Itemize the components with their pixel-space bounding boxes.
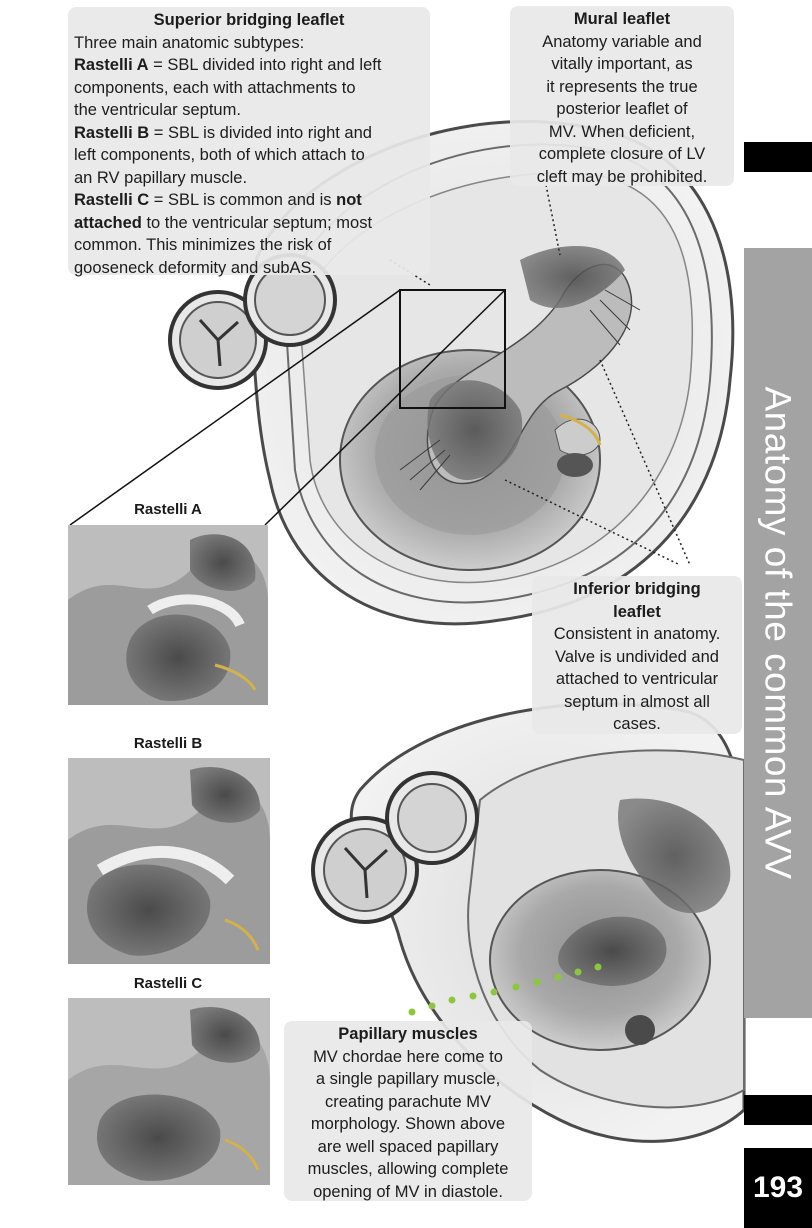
rastelli-a-thumb-label: Rastelli A: [134, 501, 202, 518]
mural-leaflet-callout: Mural leaflet Anatomy variable and vitally important, as it represents the true posterior leaflet of MV. When deficient, complete closure of LV cleft may be prohibited.: [510, 6, 734, 186]
papillary-title: Papillary muscles: [338, 1025, 478, 1043]
thumbnail-rastelli-b: [68, 758, 270, 964]
rastelli-b-label: Rastelli B: [74, 123, 150, 142]
inferior-title-1: Inferior bridging: [573, 580, 701, 598]
rastelli-a-label: Rastelli A: [74, 56, 149, 74]
superior-title: Superior bridging leaflet: [153, 11, 345, 29]
page-number: 193: [744, 1148, 812, 1228]
chapter-tab-marker-bottom: [744, 1095, 812, 1125]
mural-title: Mural leaflet: [573, 10, 671, 28]
papillary-muscles-callout: Papillary muscles MV chordae here come to a single papillary muscle, creating parachute MV morphology. Shown above are well spaced papillary muscles, allowing complete opening of MV in diastole.: [284, 1021, 532, 1201]
superior-intro: Three main anatomic subtypes:: [74, 33, 305, 52]
rastelli-c-label: Rastelli C: [74, 191, 150, 209]
thumbnail-rastelli-c: [68, 998, 270, 1185]
rastelli-c-thumb-label: Rastelli C: [133, 975, 203, 992]
rastelli-b-thumb-label: Rastelli B: [133, 735, 203, 752]
chapter-tab-marker-top: [744, 142, 812, 172]
thumbnail-rastelli-a: [68, 525, 268, 705]
superior-bridging-leaflet-callout: Superior bridging leaflet Three main anatomic subtypes: Rastelli A = SBL divided into right and left components, each with attachments to the ventricular septum. Rastelli B = SBL is divided into right and left components, both of which attach to an RV papillary muscle. Rastelli C = SBL is common and is not attached to the ventricular septum; most common. This minimizes the risk of gooseneck deformity and subAS.: [68, 7, 430, 275]
chapter-title: Anatomy of the common AVV: [758, 386, 799, 880]
inferior-title-2: leaflet: [613, 602, 661, 621]
inferior-bridging-leaflet-callout: Inferior bridging leaflet Consistent in anatomy. Valve is undivided and attached to ventricular septum in almost all cases.: [532, 576, 742, 734]
